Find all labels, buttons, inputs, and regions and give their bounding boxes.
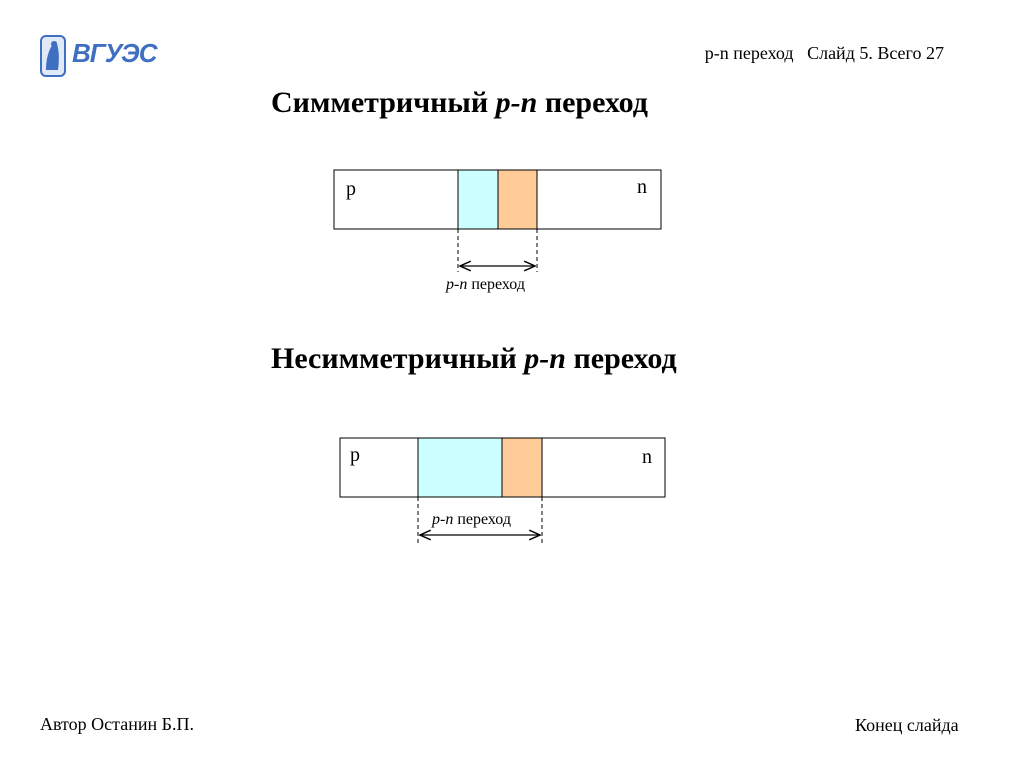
caption-word: переход	[453, 511, 511, 528]
n-region-label: n	[642, 446, 652, 468]
slide-counter: Слайд 5. Всего 27	[807, 43, 944, 63]
depletion-n-region	[498, 170, 537, 229]
title-suffix: переход	[537, 86, 648, 119]
p-region-label: p	[346, 178, 356, 200]
n-region-label: n	[637, 176, 647, 198]
title-prefix: Несимметричный	[271, 342, 525, 375]
caption-pn: p-n	[446, 276, 468, 293]
junction-width-caption	[432, 511, 511, 529]
p-region-label: p	[350, 444, 360, 466]
depletion-p-region	[418, 438, 502, 497]
caption-word: переход	[467, 276, 525, 293]
logo-text: ВГУЭС	[72, 38, 157, 68]
junction-width-caption	[446, 276, 525, 294]
title-pn: p-n	[524, 342, 566, 375]
end-slide-link[interactable]: Конец слайда	[855, 715, 959, 735]
author-label: Автор Останин Б.П.	[40, 714, 194, 734]
header-topic: p-n переход	[704, 43, 794, 63]
symmetric-junction-diagram	[334, 170, 661, 272]
title-suffix: переход	[565, 342, 677, 375]
caption-pn: p-n	[432, 511, 454, 528]
depletion-p-region	[458, 170, 498, 229]
title-pn: p-n	[495, 86, 538, 119]
depletion-n-region	[502, 438, 542, 497]
title-prefix: Симметричный	[271, 86, 496, 119]
